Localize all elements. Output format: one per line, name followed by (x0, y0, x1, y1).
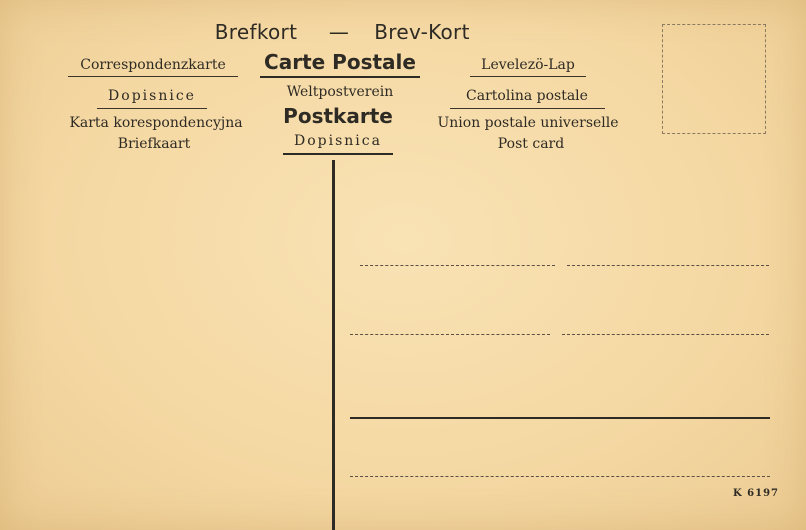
underline (68, 76, 238, 77)
label-briefkaart: Briefkaart (117, 136, 191, 152)
label-carte-postale: Carte Postale (264, 50, 416, 74)
label-dopisnice: Dopisnice (108, 88, 196, 104)
underline (283, 153, 393, 155)
title-brev-kort: Brev-Kort (374, 20, 470, 44)
label-dopisnica: Dopisnica (294, 133, 382, 149)
address-line (562, 334, 769, 335)
divider-line (332, 160, 335, 530)
title-brefkort: Brefkort (214, 20, 298, 44)
label-post-card: Post card (497, 136, 565, 152)
address-line-solid (350, 417, 770, 419)
address-line (567, 265, 769, 266)
address-line (350, 334, 550, 335)
label-union-postale-universelle: Union postale universelle (437, 115, 619, 131)
label-levelezo-lap: Levelezö-Lap (481, 57, 575, 73)
address-line (350, 476, 770, 477)
address-line (360, 265, 555, 266)
title-dash: — (328, 20, 350, 44)
label-cartolina-postale: Cartolina postale (466, 88, 588, 104)
label-karta-korespondencyjna: Karta korespondencyjna (69, 115, 243, 131)
label-correspondenzkarte: Correspondenzkarte (80, 57, 226, 73)
label-postkarte: Postkarte (283, 104, 393, 128)
label-weltpostverein: Weltpostverein (286, 84, 394, 100)
underline (470, 76, 586, 77)
stamp-box (662, 24, 766, 134)
underline (450, 108, 605, 109)
underline (97, 108, 207, 109)
underline (260, 76, 420, 78)
serial-number: K 6197 (733, 488, 780, 499)
